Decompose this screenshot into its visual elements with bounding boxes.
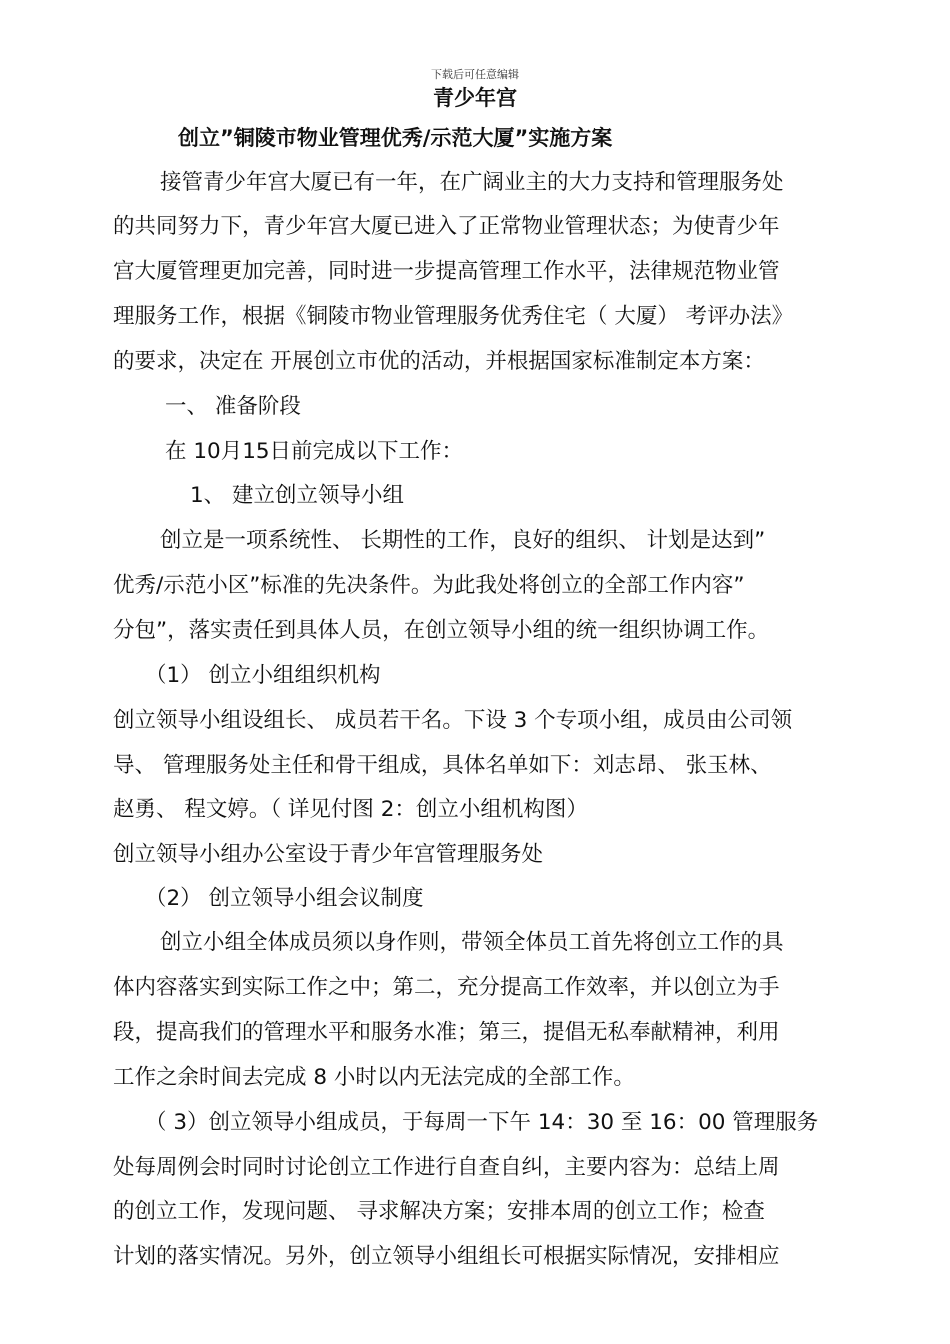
- body-line: 优秀/示范小区”标准的先决条件。为此我处将创立的全部工作内容”: [113, 573, 745, 598]
- subsection-heading: （1） 创立小组组织机构: [145, 663, 381, 688]
- body-line: 创立小组全体成员须以身作则，带领全体员工首先将创立工作的具: [160, 930, 784, 955]
- subsection-heading: （2） 创立领导小组会议制度: [145, 886, 424, 911]
- body-line: 接管青少年宫大厦已有一年，在广阔业主的大力支持和管理服务处: [160, 170, 784, 195]
- body-line: 工作之余时间去完成 8 小时以内无法完成的全部工作。: [113, 1065, 635, 1090]
- body-line: 的共同努力下，青少年宫大厦已进入了正常物业管理状态；为使青少年: [113, 214, 780, 239]
- body-line: 在 10月15日前完成以下工作：: [165, 439, 464, 464]
- body-line: 段，提高我们的管理水平和服务水准；第三，提倡无私奉献精神，利用: [113, 1020, 780, 1045]
- body-line: 的创立工作，发现问题、 寻求解决方案；安排本周的创立工作；检查: [113, 1199, 765, 1224]
- header-note: 下载后可任意编辑: [431, 68, 519, 81]
- body-line: 处每周例会时同时讨论创立工作进行自查自纠，主要内容为：总结上周: [113, 1155, 780, 1180]
- body-line: 理服务工作，根据《铜陵市物业管理服务优秀住宅（ 大厦） 考评办法》: [113, 304, 794, 329]
- body-line: 计划的落实情况。另外，创立领导小组组长可根据实际情况，安排相应: [113, 1244, 780, 1269]
- body-line: 导、 管理服务处主任和骨干组成，具体名单如下：刘志昂、 张玉林、: [113, 753, 772, 778]
- body-line: 创立领导小组办公室设于青少年宫管理服务处: [113, 842, 544, 867]
- body-line: 创立领导小组设组长、 成员若干名。下设 3 个专项小组，成员由公司领: [113, 708, 793, 733]
- body-line: 的要求，决定在 开展创立市优的活动，并根据国家标准制定本方案：: [113, 349, 765, 374]
- document-subtitle: 创立”铜陵市物业管理优秀/示范大厦”实施方案: [178, 126, 613, 150]
- body-line: 创立是一项系统性、 长期性的工作，良好的组织、 计划是达到”: [160, 528, 766, 553]
- document-title: 青少年宫: [433, 86, 517, 110]
- body-line: （ 3）创立领导小组成员，于每周一下午 14：30 至 16：00 管理服务: [145, 1110, 819, 1135]
- section-heading: 一、 准备阶段: [165, 394, 301, 419]
- body-line: 宫大厦管理更加完善，同时进一步提高管理工作水平，法律规范物业管: [113, 259, 780, 284]
- body-line: 体内容落实到实际工作之中；第二，充分提高工作效率，并以创立为手: [113, 975, 780, 1000]
- body-line: 赵勇、 程文婷。（ 详见付图 2：创立小组机构图）: [113, 797, 588, 822]
- subsection-heading: 1、 建立创立领导小组: [190, 483, 405, 508]
- body-line: 分包”，落实责任到具体人员，在创立领导小组的统一组织协调工作。: [113, 618, 770, 643]
